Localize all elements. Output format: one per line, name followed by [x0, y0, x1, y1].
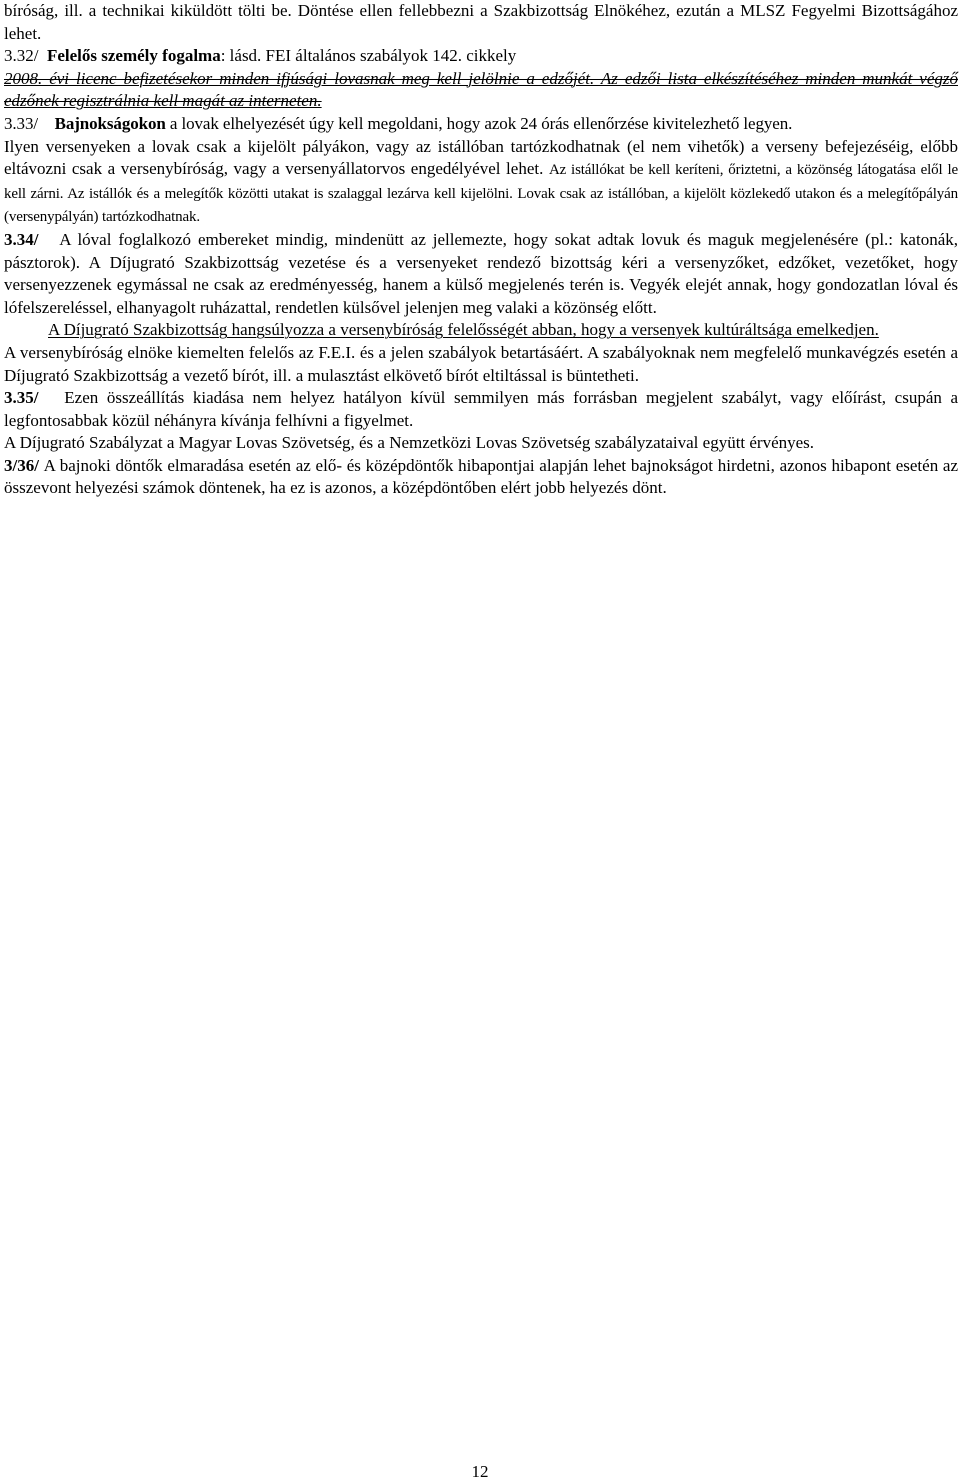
body-text-small: Az istállókat be kell keríteni, őriztetni, a közönség látogatása elől le kell zárni. Az istállók és a melegítők közötti utakat is szalaggal lezárva kell kijelölni. Lovak csak az istállóban, a kijelölt közlekedő utakon és a melegítőpályán (versenypályán) tartózkodhatnak.: [4, 162, 958, 226]
section-number: 3.32/: [4, 46, 39, 66]
section-3-35: [4, 387, 958, 432]
section-number: 3/36/: [4, 455, 39, 475]
section-3-33: [4, 113, 958, 136]
section-3-35-p2: [4, 432, 958, 455]
struck-paragraph: [4, 68, 958, 113]
page-number: 12: [471, 1462, 489, 1481]
intro-text: bíróság, ill. a technikai kiküldött tölti be. Döntése ellen fellebbezni a Szakbizottság Elnökéhez, ezután a MLSZ Fegyelmi Bizottságához lehet.: [4, 1, 958, 43]
section-text: A bajnoki döntők elmaradása esetén az elő- és középdöntők hibapontjai alapján lehet bajnokságot hirdetni, azonos hibapont esetén az összevont helyezési számok döntenek, ha ez is azonos, a középdöntőben elért jobb helyezés dönt.: [4, 455, 958, 498]
section-3-34: [4, 229, 958, 319]
section-text: Ezen összeállítás kiadása nem helyez hatályon kívül semmilyen más forrásban megjelent szabályt, vagy előírást, csupán a legfontosabbak közül néhányra kívánja felhívni a figyelmet.: [4, 388, 959, 430]
section-text: a lovak elhelyezését úgy kell megoldani, hogy azok 24 órás ellenőrzése kivitelezhető legyen.: [169, 113, 793, 133]
section-3-32: [4, 45, 958, 68]
body-text: A versenybíróság elnöke kiemelten felelős az F.E.I. és a jelen szabályok betartásáért. A szabályoknak nem megfelelő munkavégzés esetén a Díjugrató Szakbizottság a vezető bírót, ill. a mulasztást elkövető bírót eltiltással is büntetheti.: [4, 342, 958, 385]
underlined-text: A Díjugrató Szakbizottság hangsúlyozza a versenybíróság felelősségét abban, hogy a versenyek kultúráltsága emelkedjen.: [48, 320, 879, 340]
body-text: A Díjugrató Szabályzat a Magyar Lovas Szövetség, és a Nemzetközi Lovas Szövetség szabályzataival együtt érvényes.: [4, 433, 815, 453]
paragraph-intro: [4, 0, 958, 45]
section-text: A lóval foglalkozó embereket mindig, mindenütt az jellemezte, hogy sokat adtak lovuk és maguk megjelenésére (pl.: katonák, pásztorok). A Díjugrató Szakbizottság vezetése és a versenyeket rendező bizottság kéri a versenyzőket, edzőket, vezetőket, hogy versenyezzenek egymással ne csak az eredményesség, hanem a külső megjelenés terén is. Vegyék elejét annak, hogy gondozatlan lóval és lófelszereléssel, elhanyagolt ruházattal, rendetlen külsővel jelenjen meg valaki a közönség előtt.: [4, 229, 959, 317]
struck-text: 2008. évi licenc befizetésekor minden ifjúsági lovasnak meg kell jelölnie a edzőjét. Az edzői lista elkészítéséhez minden munkát végző edzőnek regisztrálnia kell magát az interneten.: [4, 68, 958, 111]
section-number: 3.34/: [4, 229, 39, 249]
section-3-34-p3: [4, 342, 958, 387]
section-3-36: [4, 455, 958, 500]
body-text: Ilyen versenyeken a lovak csak a kijelölt pályákon, vagy az istállóban tartózkodhatnak (el nem vihetők) a verseny befejezéséig, előbb eltávozni csak a versenybíróság, vagy a versenyállatorvos engedélyével lehet.: [4, 136, 958, 179]
underlined-paragraph: [4, 319, 958, 342]
section-number: 3.35/: [4, 388, 39, 408]
section-number: 3.33/: [4, 113, 38, 133]
section-text: : lásd. FEI általános szabályok 142. cikkely: [220, 46, 517, 66]
section-3-33-body: [4, 136, 958, 229]
section-term: Bajnokságokon: [54, 113, 166, 133]
section-term: Felelős személy fogalma: [46, 46, 221, 66]
document-page: [4, 0, 958, 500]
